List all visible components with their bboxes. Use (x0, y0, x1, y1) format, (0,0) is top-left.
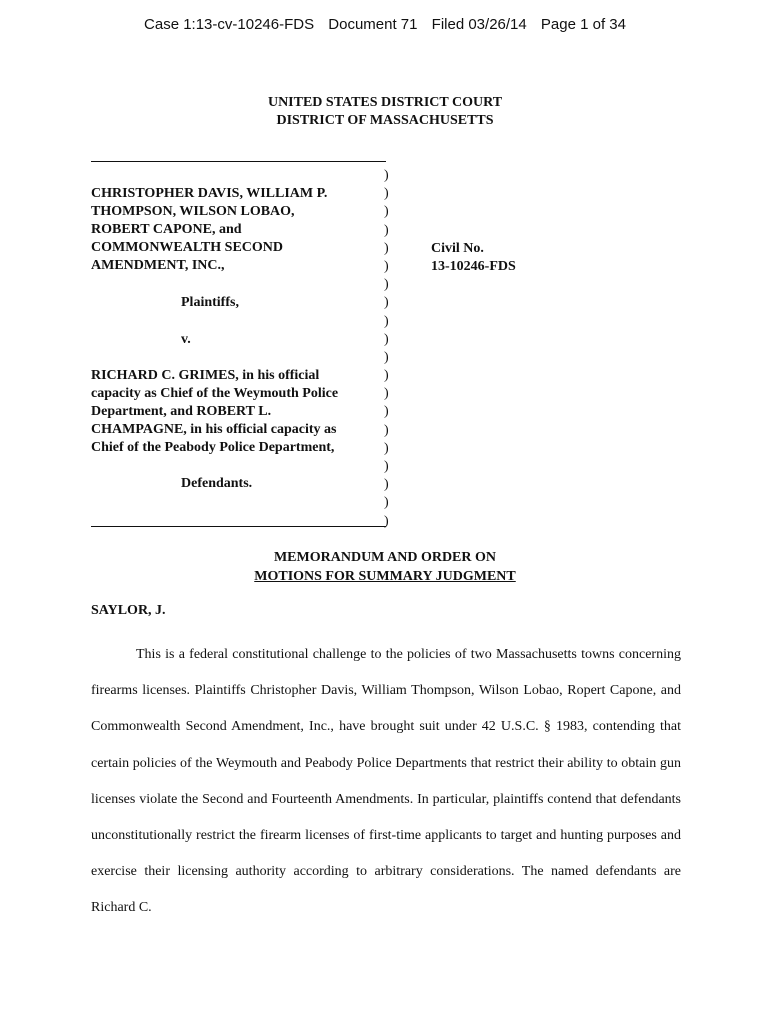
caption-bottom-rule (91, 526, 386, 527)
filed-date: Filed 03/26/14 (431, 16, 527, 33)
document-number: Document 71 (328, 16, 418, 33)
judge-name: SAYLOR, J. (91, 603, 166, 618)
page-header (0, 16, 770, 33)
caption-paren: ) (384, 513, 389, 529)
caption-paren: ) (384, 240, 389, 256)
civil-number: 13-10246-FDS (431, 259, 516, 274)
caption-paren: ) (384, 331, 389, 347)
caption-paren: ) (384, 186, 389, 202)
defendants-label: Defendants. (181, 476, 253, 491)
court-name: UNITED STATES DISTRICT COURT (267, 95, 503, 110)
plaintiffs-line: COMMONWEALTH SECOND (91, 240, 284, 255)
caption-top-rule (91, 161, 386, 162)
caption-paren: ) (384, 349, 389, 365)
caption-paren: ) (384, 386, 389, 402)
defendants-line: Department, and ROBERT L. (91, 404, 272, 419)
caption-parenthesis-column (384, 167, 389, 531)
caption-paren: ) (384, 222, 389, 238)
civil-label: Civil No. (431, 241, 484, 256)
caption-paren: ) (384, 204, 389, 220)
court-heading (0, 94, 770, 130)
versus-label: v. (181, 332, 191, 347)
plaintiffs-line: THOMPSON, WILSON LOBAO, (91, 204, 295, 219)
civil-case-number (431, 240, 516, 276)
plaintiffs-line: AMENDMENT, INC., (91, 258, 225, 273)
caption-paren: ) (384, 477, 389, 493)
caption-paren: ) (384, 258, 389, 274)
case-number: Case 1:13-cv-10246-FDS (144, 16, 315, 33)
defendants-line: CHAMPAGNE, in his official capacity as (91, 422, 337, 437)
caption-paren: ) (384, 404, 389, 420)
plaintiffs-line: CHRISTOPHER DAVIS, WILLIAM P. (91, 186, 328, 201)
caption-paren: ) (384, 168, 389, 183)
plaintiffs-line: ROBERT CAPONE, and (91, 222, 242, 237)
caption-paren: ) (384, 277, 389, 293)
defendants-line: capacity as Chief of the Weymouth Police (91, 386, 339, 401)
plaintiffs-label: Plaintiffs, (181, 295, 239, 310)
defendants-line: Chief of the Peabody Police Department, (91, 440, 335, 455)
title-line-1: MEMORANDUM AND ORDER ON (273, 550, 497, 565)
caption-paren: ) (384, 313, 389, 329)
caption-paren: ) (384, 495, 389, 511)
body-paragraph: This is a federal constitutional challenge to the policies of two Massachusetts towns concerning firearms licenses. Plaintiffs Christopher Davis, William Thompson, Wilson Lobao, Ropert Capone, and Commonwealth Second Amendment, Inc., have brought suit under 42 U.S.C. § 1983, contending that certain policies of the Weymouth and Peabody Police Departments that restrict their ability to obtain gun licenses violate the Second and Fourteenth Amendments. In particular, plaintiffs contend that defendants unconstitutionally restrict the firearm licenses of first-time applicants to target and hunting purposes and exercise their licensing authority according to arbitrary considerations. The named defendants are Richard C. (91, 647, 681, 916)
defendants-names (91, 367, 381, 457)
caption-paren: ) (384, 368, 389, 384)
document-title (0, 548, 770, 586)
title-line-2: MOTIONS FOR SUMMARY JUDGMENT (254, 569, 516, 584)
defendants-line: RICHARD C. GRIMES, in his official (91, 368, 320, 383)
page-number: Page 1 of 34 (540, 16, 626, 33)
court-district: DISTRICT OF MASSACHUSETTS (276, 113, 494, 128)
caption-paren: ) (384, 422, 389, 438)
caption-paren: ) (384, 295, 389, 311)
plaintiffs-names (91, 185, 381, 275)
caption-paren: ) (384, 440, 389, 456)
body-text (91, 637, 681, 927)
caption-paren: ) (384, 459, 389, 474)
